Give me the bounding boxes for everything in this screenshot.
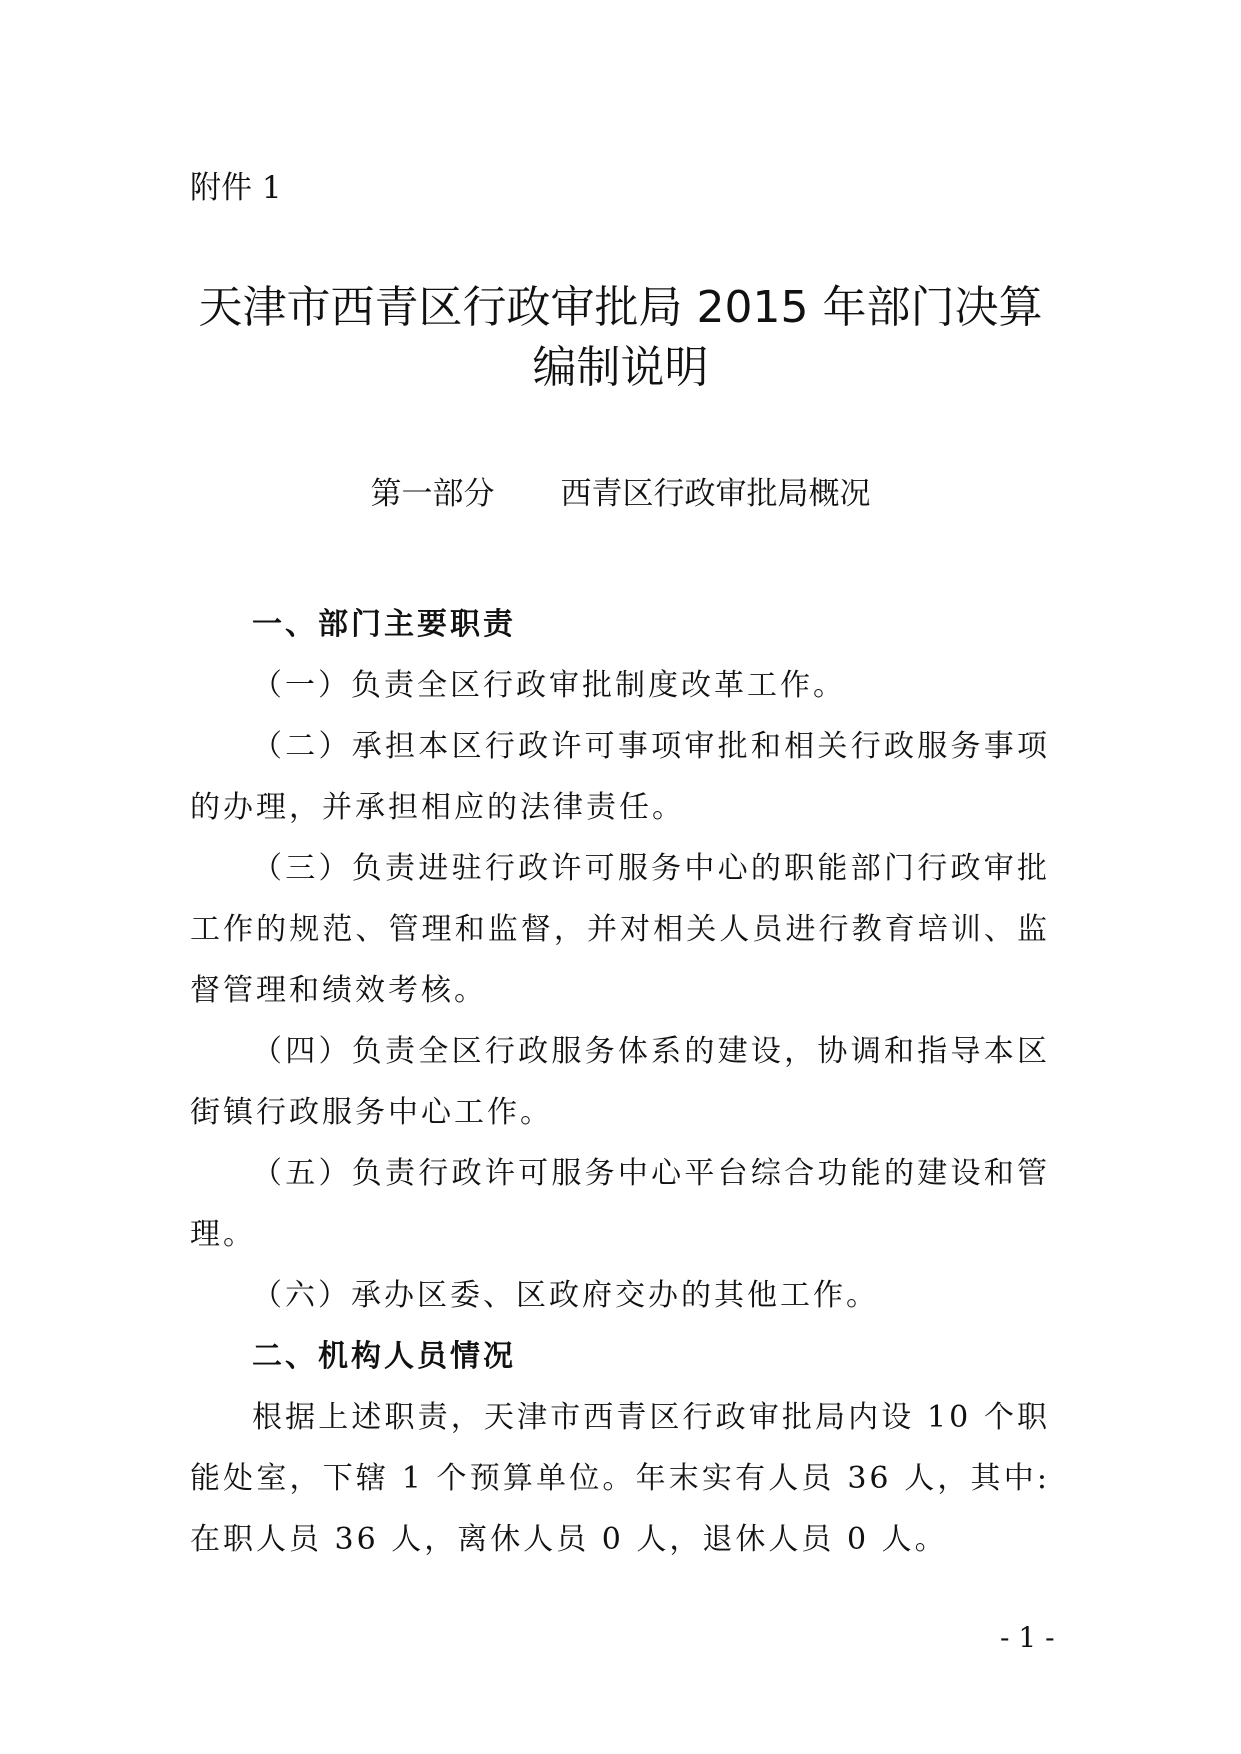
duty-item-6: （六）承办区委、区政府交办的其他工作。	[252, 1278, 879, 1313]
page-number: - 1 -	[1000, 1621, 1055, 1654]
duty-item-4: （四）负责全区行政服务体系的建设，协调和指导本区街镇行政服务中心工作。	[190, 1034, 1050, 1130]
section-heading-staffing: 二、机构人员情况	[252, 1339, 516, 1374]
section-heading-duties: 一、部门主要职责	[252, 607, 516, 642]
duty-item-2: （二）承担本区行政许可事项审批和相关行政服务事项的办理，并承担相应的法律责任。	[190, 729, 1050, 825]
duty-item-3: （三）负责进驻行政许可服务中心的职能部门行政审批工作的规范、管理和监督，并对相关人员进行教育培训、监督管理和绩效考核。	[190, 851, 1050, 1008]
document-title-line-2: 编制说明	[532, 342, 709, 393]
duty-item-5: （五）负责行政许可服务中心平台综合功能的建设和管理。	[190, 1156, 1050, 1252]
duty-item-1: （一）负责全区行政审批制度改革工作。	[252, 668, 846, 703]
document-title-line-1: 天津市西青区行政审批局 2015 年部门决算	[198, 282, 1043, 333]
staffing-paragraph: 根据上述职责，天津市西青区行政审批局内设 10 个职能处室，下辖 1 个预算单位。年末实有人员 36 人，其中:在职人员 36 人，离休人员 0 人，退休人员 0 人。	[190, 1400, 1050, 1557]
part-name: 西青区行政审批局概况	[560, 476, 871, 512]
part-number: 第一部分	[370, 476, 495, 512]
part-heading	[0, 472, 1241, 516]
document-body	[190, 594, 1050, 1570]
attachment-label: 附件 1	[190, 170, 282, 206]
